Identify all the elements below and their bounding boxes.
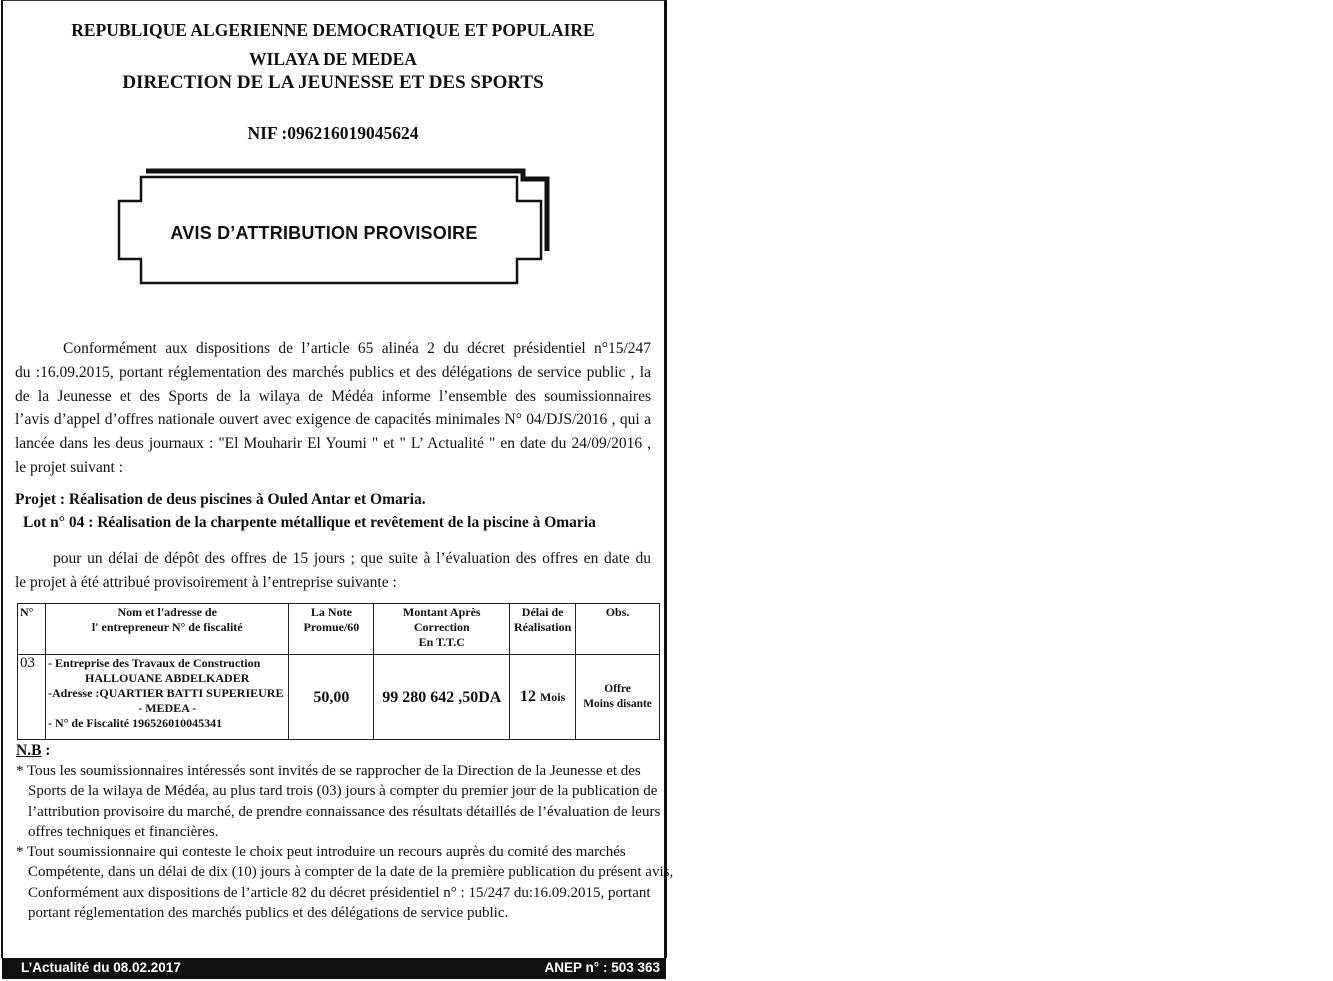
header-montant: Montant Après Correction En T.T.C	[374, 604, 510, 655]
note-1	[16, 761, 661, 842]
note-line: portant réglementation des marchés publics et des délégations de service public.	[28, 904, 509, 921]
intro-line: de la Jeunesse et des Sports de la wilaya de Médéa informe l’ensemble des soumissionnaires	[15, 387, 651, 405]
delay-line: le projet à été attribué provisoirement à l’entreprise suivante :	[15, 573, 397, 591]
cell-no: 03	[18, 655, 46, 740]
delay-line: pour un délai de dépôt des offres de 15 jours ; que suite à l’évaluation des offres en date du	[53, 550, 651, 567]
note-line: l’attribution provisoire du marché, de prendre connaissance des résultats détaillés de l’évaluation de leurs	[28, 803, 661, 820]
header-no: N°	[18, 604, 46, 655]
header-name: Nom et l'adresse de l' entrepreneur N° de fiscalité	[45, 604, 289, 655]
table-row	[18, 655, 660, 740]
intro-line: le projet suivant :	[15, 458, 124, 476]
delay-paragraph	[15, 547, 651, 595]
intro-paragraph	[15, 337, 651, 480]
note-line: Sports de la wilaya de Médéa, au plus tard trois (03) jours à compter du premier jour de la publication de	[28, 783, 658, 800]
note-2	[16, 842, 674, 923]
intro-line: l’avis d’appel d’offres nationale ouvert avec exigence de capacités minimales N° 04/DJS/2016 , qui a	[15, 411, 651, 429]
cell-delai: 12 Mois	[510, 655, 576, 740]
note-line: Compétente, dans un délai de dix (10) jours à compter de la date de la première publication du présent avis,	[28, 864, 674, 881]
document-page	[1, 0, 674, 958]
cell-enterprise: - Entreprise des Travaux de Construction HALLOUANE ABDELKADER -Adresse :QUARTIER BATTI SUPERIEURE - MEDEA - - N° de Fiscalité 196526010045341	[45, 655, 289, 740]
footer-bar	[2, 958, 666, 979]
nb-heading: N.B :	[16, 742, 51, 759]
page-title: AVIS D’ATTRIBUTION PROVISOIRE	[170, 223, 478, 243]
header-delai: Délai de Réalisation	[510, 604, 576, 655]
header-direction: DIRECTION DE LA JEUNESSE ET DES SPORTS	[122, 72, 544, 93]
header-wilaya: WILAYA DE MEDEA	[249, 49, 417, 69]
award-table	[17, 603, 660, 740]
header-obs: Obs.	[576, 604, 660, 655]
cell-montant: 99 280 642 ,50DA	[374, 655, 510, 740]
intro-line: Conformément aux dispositions de l’article 65 alinéa 2 du décret présidentiel n°15/247	[63, 340, 651, 357]
note-line: * Tous les soumissionnaires intéressés sont invités de se rapprocher de la Direction de la Jeunesse et des	[16, 763, 641, 779]
header-nif: NIF :096216019045624	[247, 123, 419, 143]
project-line: Projet : Réalisation de deus piscines à Ouled Antar et Omaria.	[15, 491, 426, 508]
note-line: Conformément aux dispositions de l’article 82 du décret présidentiel n° : 15/247 du:16.09.2015, portant	[28, 884, 651, 901]
header-note: La Note Promue/60	[289, 604, 374, 655]
note-line: offres techniques et financières.	[28, 823, 219, 840]
cell-note: 50,00	[289, 655, 374, 740]
note-line: * Tout soumissionnaire qui conteste le choix peut introduire un recours auprès du comité des marchés	[16, 844, 626, 860]
intro-line: lancée dans les deus journaux : "El Mouharir El Youmi " et " L’ Actualité " en date du 24/09/2016 ,	[15, 435, 651, 453]
header-republic: REPUBLIQUE ALGERIENNE DEMOCRATIQUE ET POPULAIRE	[71, 20, 595, 40]
footer-anep-number: ANEP n° : 503 363	[544, 960, 660, 975]
footer-publication: L’Actualité du 08.02.2017	[21, 960, 181, 975]
table-header-row	[18, 604, 660, 655]
lot-line: Lot n° 04 : Réalisation de la charpente métallique et revêtement de la piscine à Omaria	[23, 514, 596, 531]
intro-line: du :16.09.2015, portant réglementation des marchés publics et des délégations de service public , la	[15, 363, 651, 381]
cell-obs: Offre Moins disante	[576, 655, 660, 740]
title-frame	[3, 1, 667, 301]
